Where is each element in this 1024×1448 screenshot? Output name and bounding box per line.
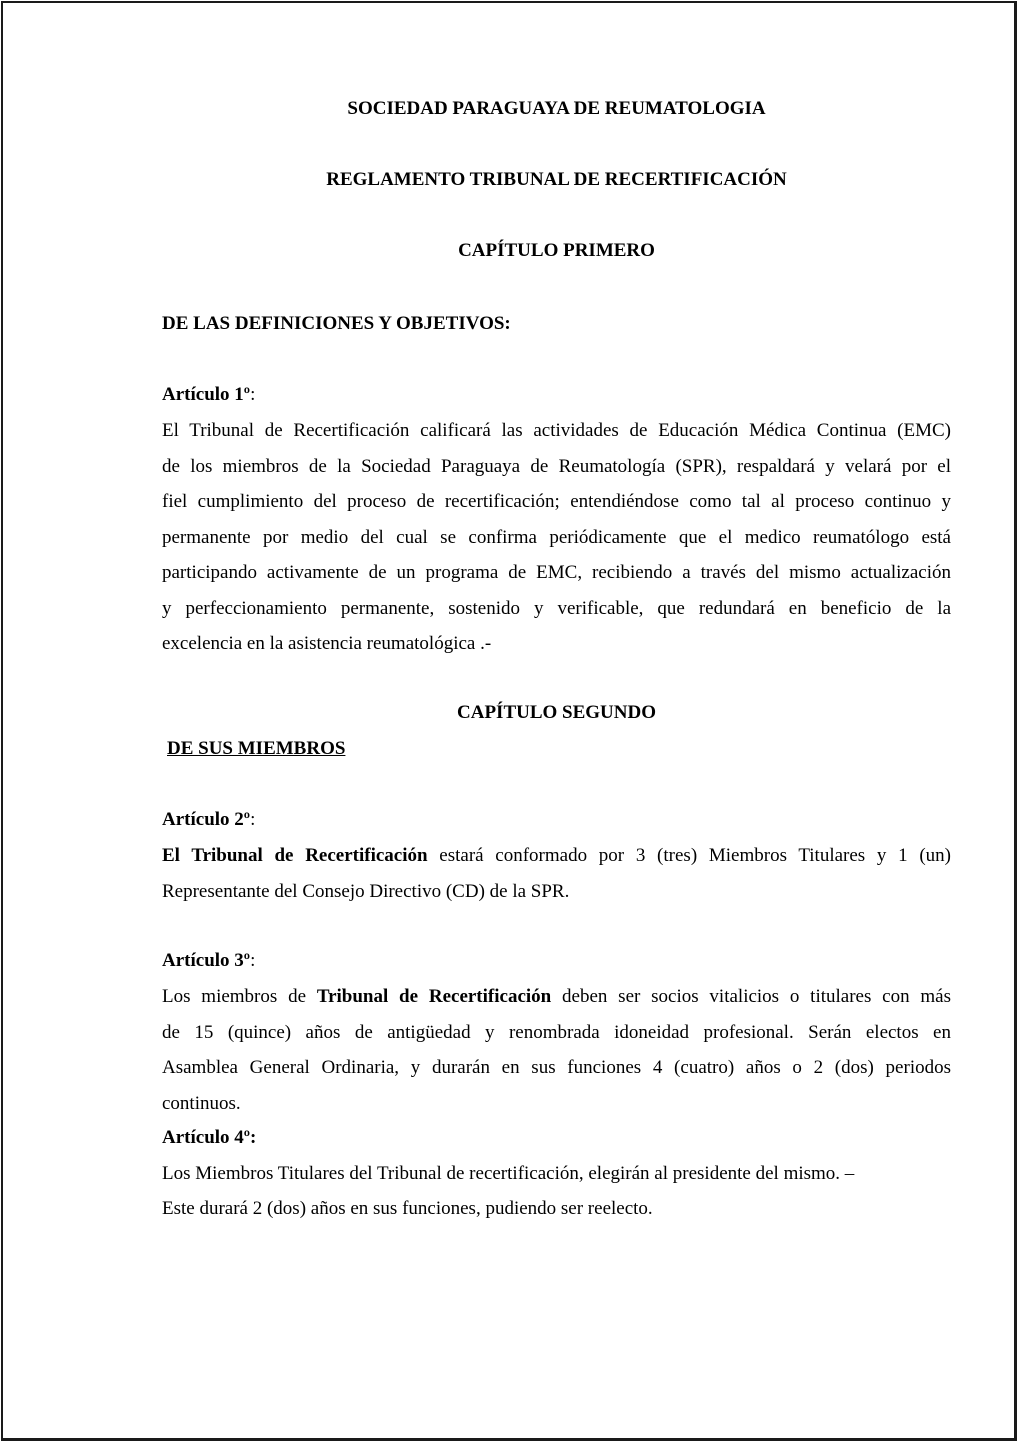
chapter2-title: CAPÍTULO SEGUNDO bbox=[457, 702, 656, 723]
article1-line: y perfeccionamiento permanente, sostenido y verificable, que redundará en beneficio de la bbox=[162, 597, 951, 619]
article2-body bbox=[162, 838, 951, 909]
article3-line-2: de 15 (quince) años de antigüedad y renombrada idoneidad profesional. Serán electos en bbox=[162, 1021, 951, 1043]
article2-heading-suffix: : bbox=[250, 809, 256, 830]
chapter1-title: CAPÍTULO PRIMERO bbox=[458, 240, 655, 261]
article2-line-1 bbox=[162, 838, 951, 874]
chapter1-subtitle: DE LAS DEFINICIONES Y OBJETIVOS: bbox=[162, 313, 511, 334]
org-title: SOCIEDAD PARAGUAYA DE REUMATOLOGIA bbox=[347, 98, 766, 119]
regulation-title: REGLAMENTO TRIBUNAL DE RECERTIFICACIÓN bbox=[326, 169, 787, 190]
article2-line-2: Representante del Consejo Directivo (CD) de la SPR. bbox=[162, 880, 570, 902]
chapter2-subtitle: DE SUS MIEMBROS bbox=[167, 738, 346, 759]
article4-heading: Artículo 4º: bbox=[162, 1127, 257, 1148]
article2-heading-label: Artículo 2º bbox=[162, 809, 251, 830]
article4-line-2: Este durará 2 (dos) años en sus funciones, pudiendo ser reelecto. bbox=[162, 1198, 653, 1219]
article1-heading-suffix: : bbox=[250, 384, 256, 405]
article1-line: participando activamente de un programa de EMC, recibiendo a través del mismo actualización bbox=[162, 562, 951, 583]
article3-line1-rest: deben ser socios vitalicios o titulares con más bbox=[551, 986, 951, 1007]
article3-line1-pre: Los miembros de bbox=[162, 986, 317, 1007]
article1-body bbox=[162, 413, 951, 662]
article3-heading bbox=[162, 949, 255, 973]
article3-body bbox=[162, 979, 951, 1121]
article1-line: El Tribunal de Recertificación calificará las actividades de Educación Médica Continua (EMC) bbox=[162, 420, 951, 441]
article2-heading bbox=[162, 808, 255, 832]
article1-heading-label: Artículo 1º bbox=[162, 384, 251, 405]
article1-line: permanente por medio del cual se confirma periódicamente que el medico reumatólogo está bbox=[162, 526, 951, 548]
article1-heading bbox=[162, 383, 255, 407]
article3-line-4: continuos. bbox=[162, 1092, 241, 1114]
article1-line: excelencia en la asistencia reumatológica .- bbox=[162, 633, 492, 654]
article4-line-1: Los Miembros Titulares del Tribunal de recertificación, elegirán al presidente del mismo. – bbox=[162, 1163, 855, 1184]
article3-heading-label: Artículo 3º bbox=[162, 950, 251, 971]
article2-bold-text: El Tribunal de Recertificación bbox=[162, 845, 428, 866]
article1-line: de los miembros de la Sociedad Paraguaya de Reumatología (SPR), respaldará y velará por el bbox=[162, 455, 951, 477]
article3-line-3: Asamblea General Ordinaria, y durarán en sus funciones 4 (cuatro) años o 2 (dos) periodos bbox=[162, 1057, 951, 1078]
article3-heading-suffix: : bbox=[250, 950, 256, 971]
article2-line1-rest: estará conformado por 3 (tres) Miembros Titulares y 1 (un) bbox=[427, 845, 951, 866]
article1-line: fiel cumplimiento del proceso de recertificación; entendiéndose como tal al proceso continuo y bbox=[162, 491, 951, 512]
article3-line-1 bbox=[162, 979, 951, 1015]
article3-bold-text: Tribunal de Recertificación bbox=[316, 986, 552, 1007]
